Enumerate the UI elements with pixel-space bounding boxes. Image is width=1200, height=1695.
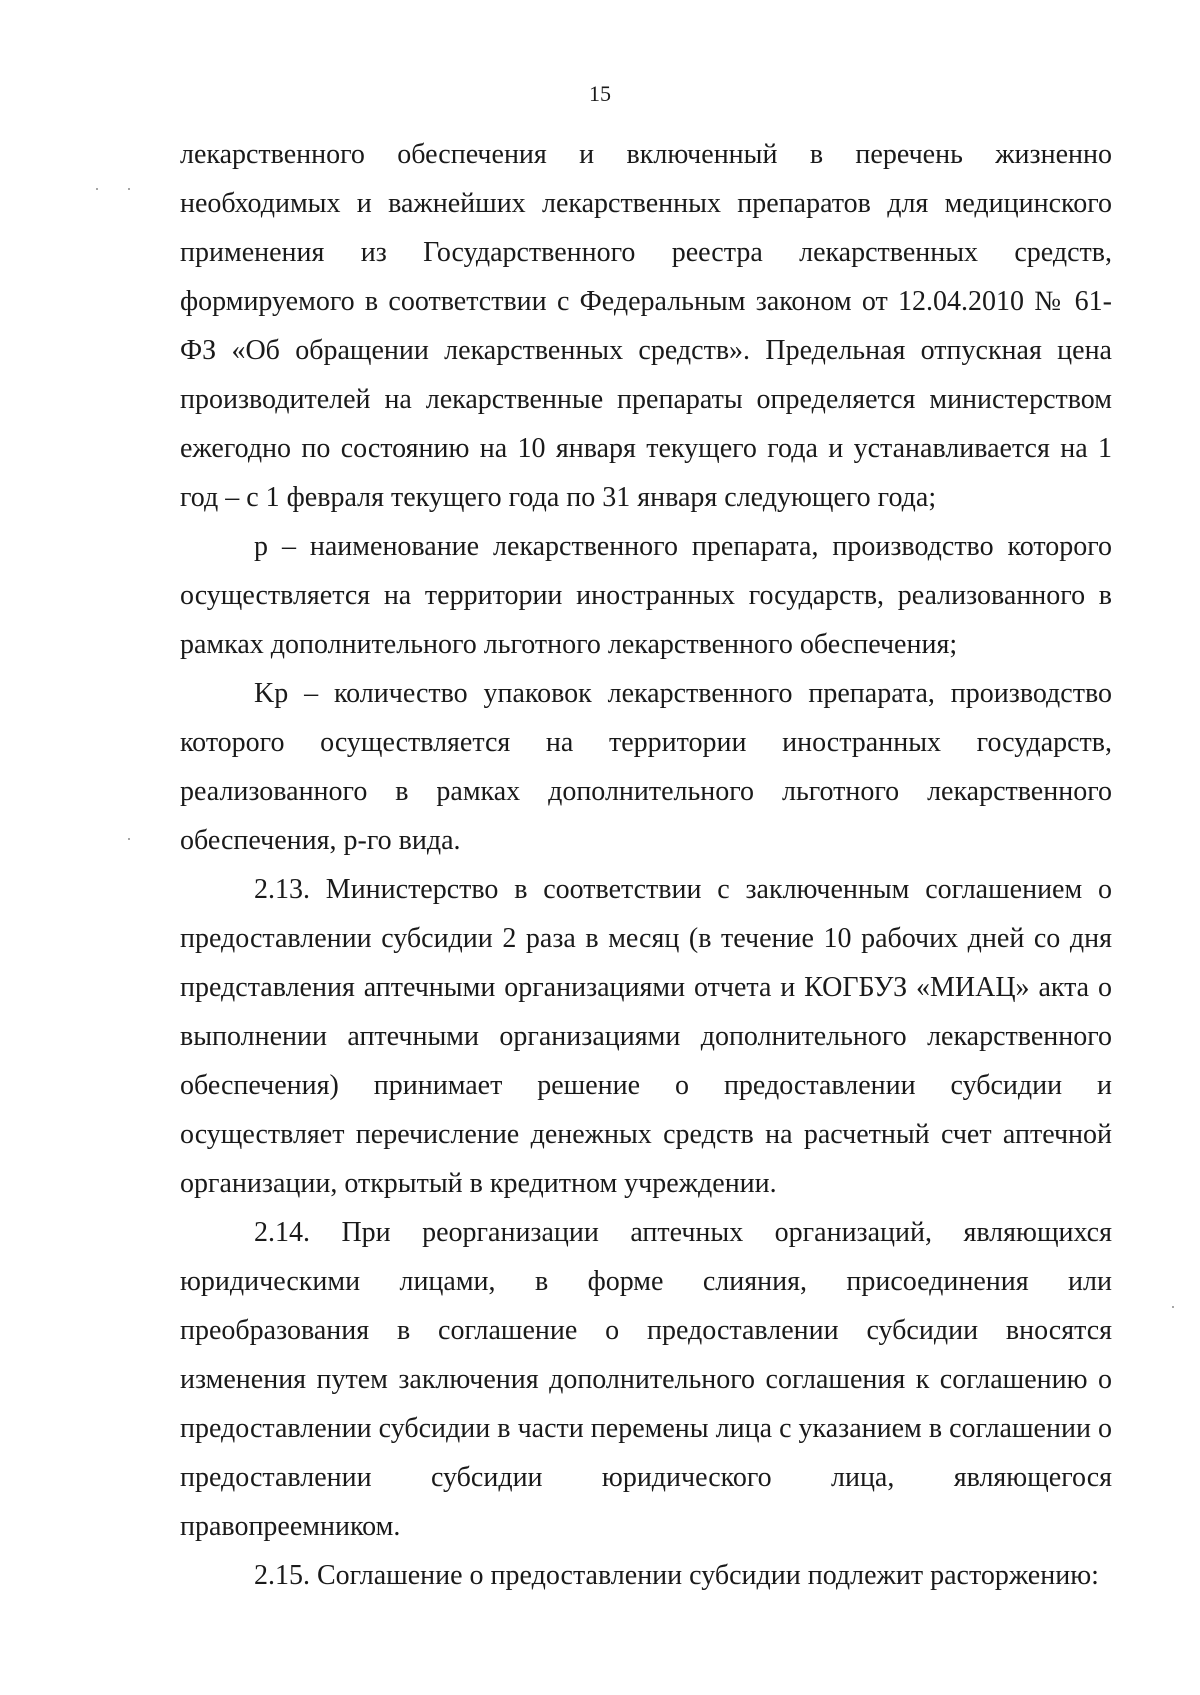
scan-speck — [96, 188, 98, 190]
page-number: 15 — [589, 81, 611, 106]
document-body — [180, 130, 1112, 1600]
paragraph-2-14: 2.14. При реорганизации аптечных организаций, являющихся юридическими лицами, в форме слияния, присоединения или преобразования в соглашение о предоставлении субсидии вносятся изменения путем заключения дополнительного соглашения к соглашению о предоставлении субсидии в части перемены лица с указанием в соглашении о предоставлении субсидии юридического лица, являющегося правопреемником. — [180, 1217, 1112, 1542]
scan-speck — [128, 188, 130, 190]
paragraph-2-13: 2.13. Министерство в соответствии с заключенным соглашением о предоставлении субсидии 2 раза в месяц (в течение 10 рабочих дней со дня представления аптечными организациями отчета и КОГБУЗ «МИАЦ» акта о выполнении аптечными организациями дополнительного лекарственного обеспечения) принимает решение о предоставлении субсидии и осуществляет перечисление денежных средств на расчетный счет аптечной организации, открытый в кредитном учреждении. — [180, 874, 1112, 1199]
paragraph-p-definition: p – наименование лекарственного препарата, производство которого осуществляется на территории иностранных государств, реализованного в рамках дополнительного льготного лекарственного обеспечения; — [180, 531, 1112, 660]
paragraph-continuation: лекарственного обеспечения и включенный в перечень жизненно необходимых и важнейших лекарственных препаратов для медицинского применения из Государственного реестра лекарственных средств, формируемого в соответствии с Федеральным законом от 12.04.2010 № 61-ФЗ «Об обращении лекарственных средств». Предельная отпускная цена производителей на лекарственные препараты определяется министерством ежегодно по состоянию на 10 января текущего года и устанавливается на 1 год – с 1 февраля текущего года по 31 января следующего года; — [180, 139, 1112, 513]
scan-speck — [128, 838, 130, 840]
paragraph-2-15: 2.15. Соглашение о предоставлении субсидии подлежит расторжению: — [254, 1560, 1099, 1591]
scan-speck — [1172, 1306, 1174, 1308]
paragraph-kp-definition: Kp – количество упаковок лекарственного препарата, производство которого осуществляется на территории иностранных государств, реализованного в рамках дополнительного льготного лекарственного обеспечения, р-го вида. — [180, 678, 1112, 856]
